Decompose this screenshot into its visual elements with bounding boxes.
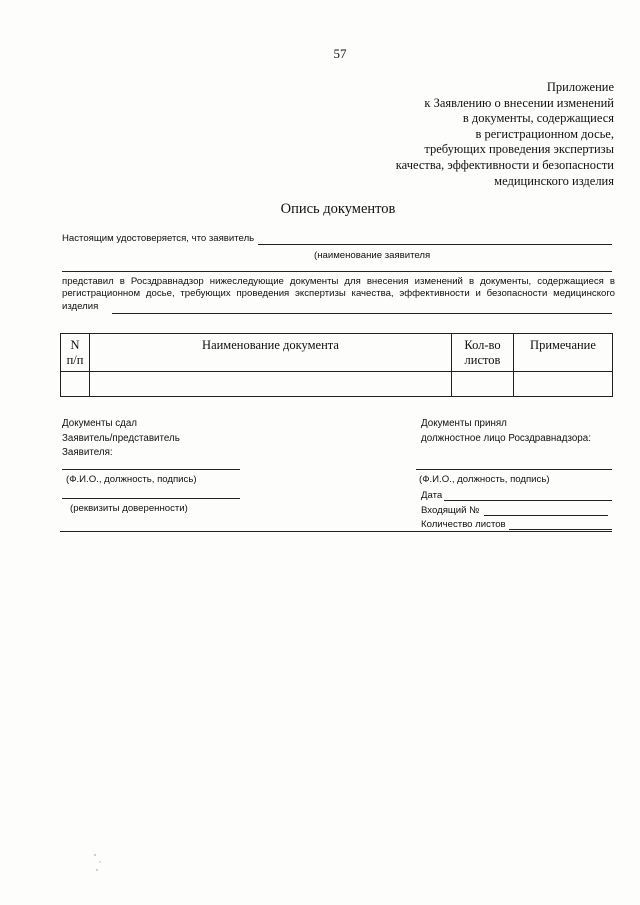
appendix-line: качества, эффективности и безопасности	[395, 157, 614, 172]
receiver-fio-hint: (Ф.И.О., должность, подпись)	[419, 474, 550, 485]
power-of-attorney-line	[62, 498, 240, 499]
scan-specks-decoration	[92, 852, 106, 876]
header-sheets-line1: Кол-во	[464, 338, 501, 352]
documents-table	[60, 333, 613, 397]
submitted-line3: Заявителя:	[62, 447, 113, 458]
table-row	[61, 372, 613, 397]
appendix-line: медицинского изделия	[494, 173, 614, 188]
received-line2: должностное лицо Росздравнадзора:	[421, 432, 591, 444]
appendix-line: в документы, содержащиеся	[462, 111, 614, 126]
sheets-count-line[interactable]	[509, 529, 612, 530]
table-header-row	[61, 334, 613, 372]
appendix-line: требующих проведения экспертизы	[424, 142, 614, 157]
applicant-name-hint: (наименование заявителя	[314, 250, 431, 261]
date-label: Дата	[421, 490, 443, 501]
header-number-line1: N	[70, 338, 80, 352]
applicant-name-line-2	[62, 271, 612, 272]
incoming-number-label: Входящий №	[421, 505, 480, 516]
receiver-signature-line	[416, 469, 612, 470]
header-sheets	[452, 334, 514, 372]
submitter-fio-hint: (Ф.И.О., должность, подпись)	[66, 474, 197, 485]
appendix-line: Приложение	[546, 80, 614, 94]
header-number-line2: п/п	[66, 353, 84, 367]
header-number	[61, 334, 90, 372]
document-title: Опись документов	[280, 201, 396, 217]
statement-end-line	[112, 313, 612, 314]
bottom-rule	[60, 531, 612, 532]
date-line[interactable]	[444, 500, 612, 501]
cell-note[interactable]	[514, 372, 613, 397]
appendix-line: в регистрационном досье,	[475, 126, 614, 141]
header-sheets-line2: листов	[464, 353, 501, 367]
header-document-name: Наименование документа	[90, 334, 452, 372]
cell-document-name[interactable]	[90, 372, 452, 397]
received-block	[421, 417, 591, 446]
sheets-count-label: Количество листов	[421, 519, 506, 530]
statement-text: представил в Росздравнадзор нижеследующие документы для внесения изменений в документы, содержащиеся в регистрационном досье, требующих проведения экспертизы качества, эффективности и безопасности медицинского изделия	[62, 276, 615, 312]
power-of-attorney-hint: (реквизиты доверенности)	[70, 503, 188, 514]
received-line1: Документы принял	[421, 418, 507, 429]
appendix-header	[330, 80, 614, 189]
submitted-line1: Документы сдал	[62, 418, 138, 429]
header-note: Примечание	[514, 334, 613, 372]
page-number: 57	[333, 46, 347, 61]
submitted-line2: Заявитель/представитель	[62, 432, 180, 444]
submitter-signature-line	[62, 469, 240, 470]
incoming-number-line[interactable]	[484, 515, 608, 516]
submitted-block	[62, 417, 180, 461]
cell-sheets[interactable]	[452, 372, 514, 397]
cell-number[interactable]	[61, 372, 90, 397]
appendix-line: к Заявлению о внесении изменений	[424, 95, 614, 110]
applicant-label: Настоящим удостоверяется, что заявитель	[62, 233, 255, 244]
applicant-name-line	[258, 244, 612, 245]
